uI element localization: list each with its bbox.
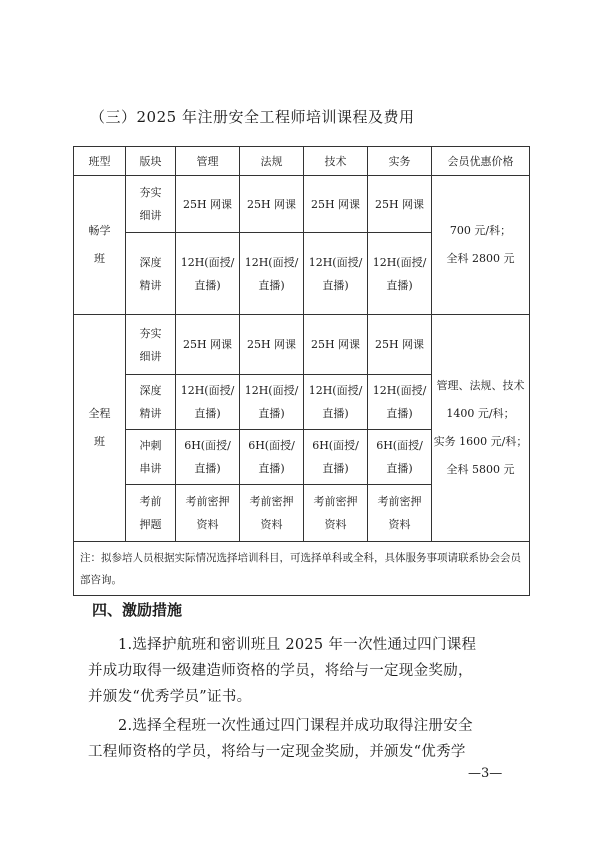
module-cell [126, 375, 176, 430]
course-cell [304, 233, 368, 315]
course-line: 12H(面授/ [372, 384, 427, 397]
course-line: 6H(面授/ [248, 439, 295, 452]
module-line: 考前 [139, 495, 162, 508]
course-cell [240, 485, 304, 542]
class-type-line: 班 [94, 252, 105, 265]
module-line: 夯实 [139, 326, 162, 340]
course-cell [176, 485, 240, 542]
course-line: 6H(面授/ [312, 439, 359, 452]
course-line: 直播) [386, 278, 413, 292]
course-line: 12H(面授/ [308, 384, 363, 397]
module-cell [126, 176, 176, 233]
course-cell: 25H 网课 [240, 315, 304, 375]
table-row [74, 315, 530, 375]
course-cell [368, 233, 432, 315]
course-cell: 25H 网课 [176, 176, 240, 233]
header-cell: 会员优惠价格 [432, 147, 530, 176]
class-type-cell [74, 315, 126, 542]
course-line: 直播) [322, 407, 349, 420]
section-title: （三）2025 年注册安全工程师培训课程及费用 [90, 108, 415, 126]
price-line: 全科 5800 元 [446, 463, 515, 476]
table-note: 注：拟参培人员根据实际情况选择培训科目，可选择单科或全科，具体服务事项请联系协会会员部咨询。 [74, 542, 530, 596]
paragraph-1 [88, 632, 518, 710]
course-cell: 25H 网课 [368, 176, 432, 233]
course-line: 直播) [258, 278, 285, 292]
course-line: 12H(面授/ [180, 255, 235, 269]
course-line: 直播) [258, 407, 285, 420]
course-line: 考前密押 [249, 495, 294, 508]
paragraph-2 [88, 713, 518, 765]
course-cell: 25H 网课 [304, 176, 368, 233]
header-cell: 管理 [176, 147, 240, 176]
paragraph-line: 并成功取得一级建造师资格的学员，将给与一定现金奖励， [88, 663, 473, 679]
class-type-line: 班 [94, 435, 105, 448]
module-cell [126, 315, 176, 375]
course-cell [240, 375, 304, 430]
course-line: 6H(面授/ [184, 439, 231, 452]
price-cell [432, 176, 530, 315]
page-number: —3— [468, 766, 503, 781]
course-cell [240, 430, 304, 485]
course-cell [304, 430, 368, 485]
module-line: 串讲 [139, 462, 162, 475]
course-line: 考前密押 [313, 495, 358, 508]
course-line: 直播) [386, 462, 413, 475]
header-cell: 实务 [368, 147, 432, 176]
fee-table [73, 146, 530, 596]
module-cell [126, 430, 176, 485]
course-line: 直播) [194, 278, 221, 292]
course-line: 资料 [324, 518, 347, 531]
header-cell: 班型 [74, 147, 126, 176]
price-line: 1400 元/科； [446, 407, 515, 420]
course-cell: 25H 网课 [176, 315, 240, 375]
course-line: 资料 [196, 518, 219, 531]
module-line: 精讲 [139, 278, 162, 292]
course-line: 直播) [386, 407, 413, 420]
course-line: 直播) [194, 407, 221, 420]
course-cell [368, 485, 432, 542]
course-line: 直播) [322, 462, 349, 475]
paragraph-line: 2.选择全程班一次性通过四门课程并成功取得注册安全 [118, 718, 473, 734]
table-row [74, 176, 530, 233]
course-cell [176, 233, 240, 315]
course-cell [176, 430, 240, 485]
course-line: 12H(面授/ [244, 384, 299, 397]
module-line: 细讲 [139, 209, 162, 222]
course-cell [304, 485, 368, 542]
paragraph-line: 工程师资格的学员，将给与一定现金奖励，并颁发“优秀学 [88, 744, 466, 760]
module-line: 精讲 [139, 407, 162, 420]
module-line: 冲刺 [139, 439, 162, 452]
course-line: 直播) [258, 462, 285, 475]
course-line: 资料 [260, 518, 283, 531]
module-cell [126, 233, 176, 315]
course-line: 资料 [388, 518, 411, 531]
course-cell [368, 430, 432, 485]
price-line: 实务 1600 元/科； [433, 435, 528, 448]
price-line: 全科 2800 元 [446, 252, 515, 265]
course-line: 6H(面授/ [376, 439, 423, 452]
price-cell [432, 315, 530, 542]
course-cell [368, 375, 432, 430]
course-line: 12H(面授/ [308, 255, 363, 269]
course-cell [176, 375, 240, 430]
module-line: 押题 [139, 518, 162, 531]
header-cell: 技术 [304, 147, 368, 176]
class-type-cell [74, 176, 126, 315]
paragraph-line: 并颁发“优秀学员”证书。 [88, 689, 252, 705]
course-line: 12H(面授/ [180, 384, 235, 397]
table-header-row [74, 147, 530, 176]
course-cell: 25H 网课 [368, 315, 432, 375]
course-line: 12H(面授/ [372, 255, 427, 269]
course-line: 考前密押 [185, 495, 230, 508]
course-cell: 25H 网课 [304, 315, 368, 375]
module-cell [126, 485, 176, 542]
module-line: 细讲 [139, 349, 162, 363]
module-line: 夯实 [139, 186, 162, 199]
incentive-heading: 四、激励措施 [92, 601, 183, 619]
course-line: 直播) [322, 278, 349, 292]
class-type-line: 全程 [88, 407, 111, 420]
course-line: 直播) [194, 462, 221, 475]
course-cell [240, 233, 304, 315]
header-cell: 法规 [240, 147, 304, 176]
course-cell: 25H 网课 [240, 176, 304, 233]
course-cell [304, 375, 368, 430]
module-line: 深度 [139, 255, 162, 269]
course-line: 考前密押 [377, 495, 422, 508]
price-line: 管理、法规、技术 [436, 379, 525, 392]
header-cell: 版块 [126, 147, 176, 176]
paragraph-line: 1.选择护航班和密训班且 2025 年一次性通过四门课程 [118, 637, 477, 653]
table-note-row [74, 542, 530, 596]
class-type-line: 畅学 [88, 224, 111, 237]
module-line: 深度 [139, 384, 162, 397]
price-line: 700 元/科； [449, 224, 512, 237]
course-line: 12H(面授/ [244, 255, 299, 269]
